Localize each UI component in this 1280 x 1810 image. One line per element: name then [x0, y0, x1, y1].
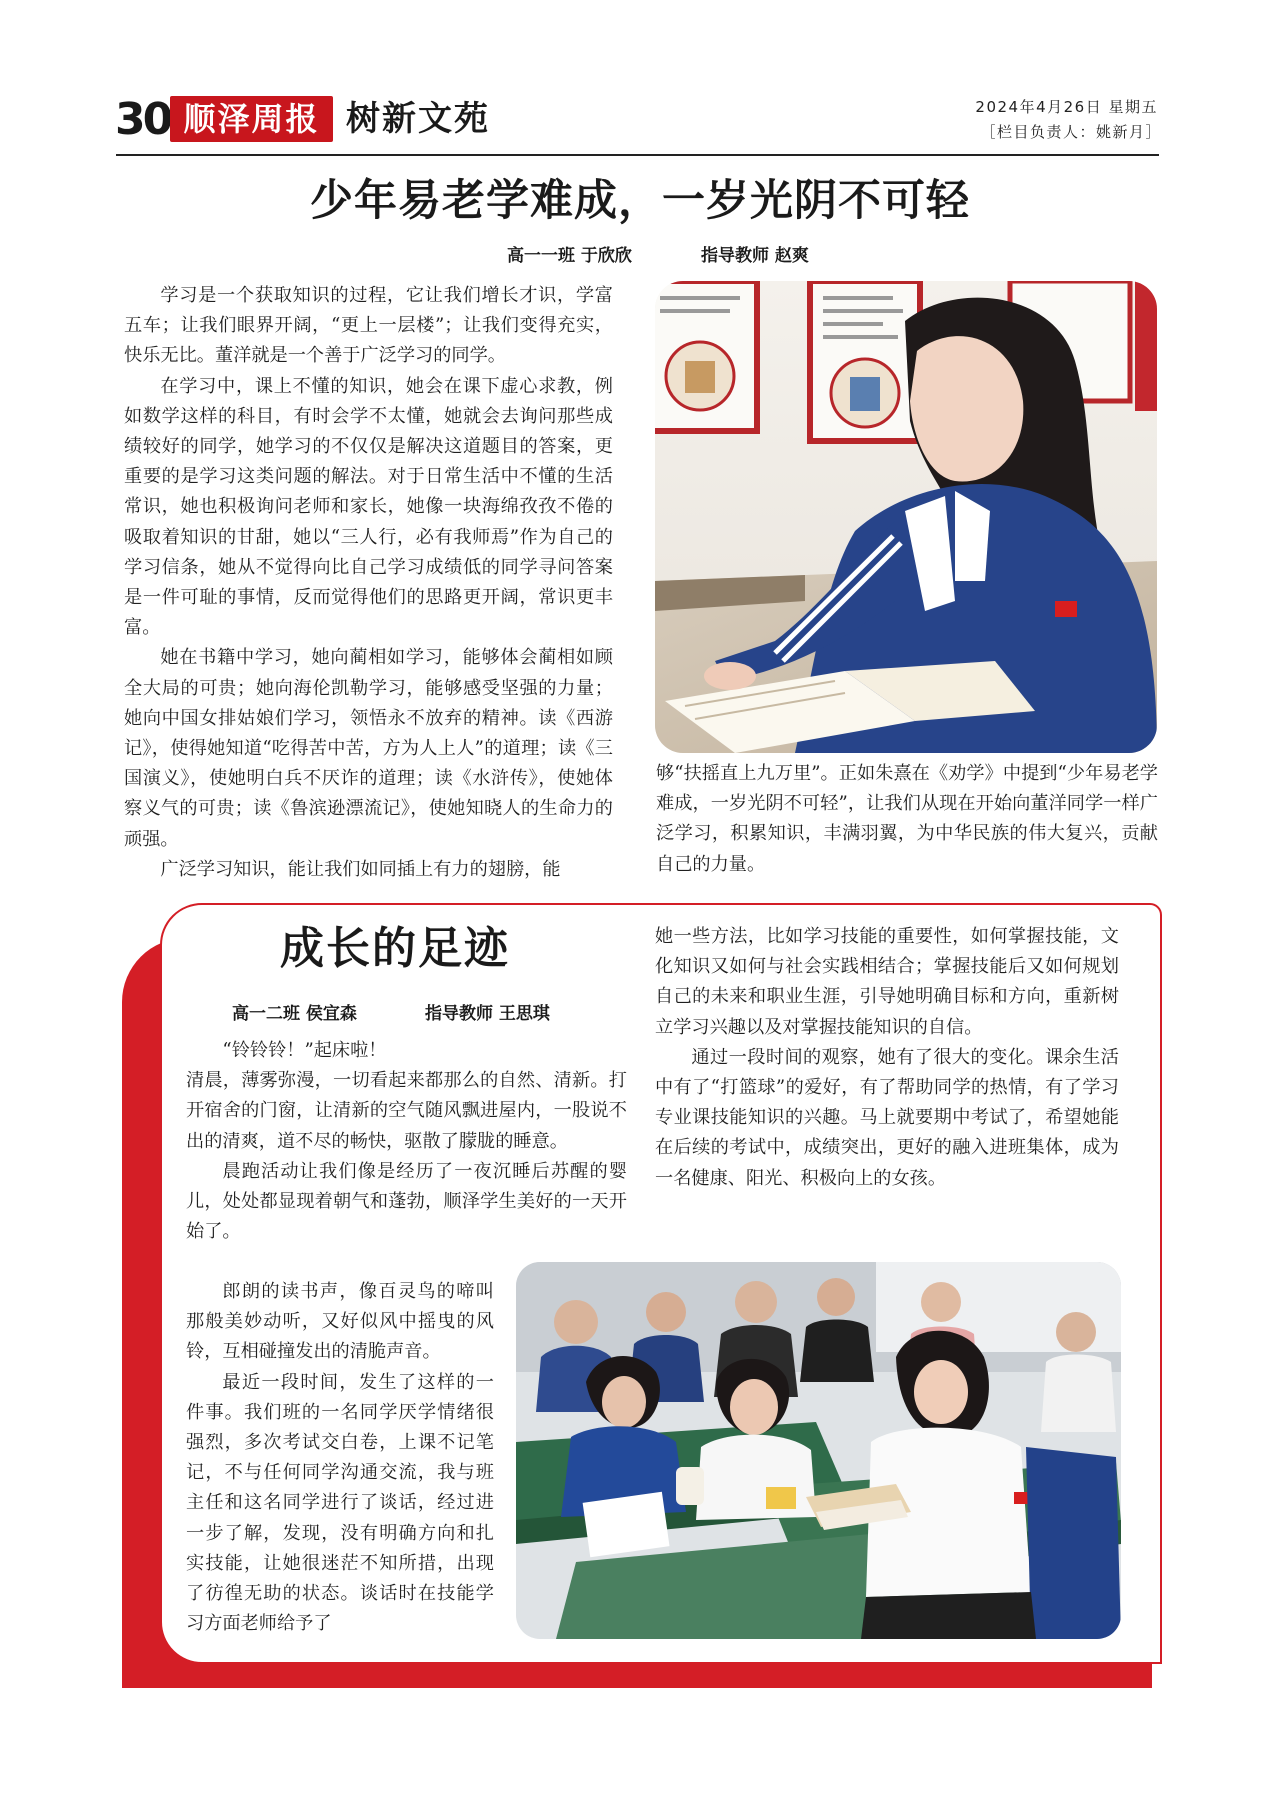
article1-right-column — [656, 759, 1158, 880]
article1-teacher: 指导教师 赵爽 — [701, 246, 809, 266]
article1-continued-text: 够“扶摇直上九万里”。正如朱熹在《劝学》中提到“少年易老学难成，一岁光阴不可轻”，让我们从现在开始向董洋同学一样广泛学习，积累知识，丰满羽翼，为中华民族的伟大复兴，贡献自己的力量。 — [656, 763, 1158, 875]
article1-paragraph: 广泛学习知识，能让我们如同插上有力的翅膀，能 — [160, 858, 561, 880]
article2-paragraph: 她一些方法，比如学习技能的重要性，如何掌握技能，文化知识又如何与社会实践相结合；掌握技能后又如何规划自己的未来和职业生涯，引导她明确目标和方向，重新树立学习兴趣以及对掌握技能知识的自信。 — [655, 926, 1119, 1038]
article1-left-column — [124, 281, 613, 885]
article2-right-column — [655, 922, 1119, 1194]
student-reading-photo — [655, 281, 1157, 753]
article2-teacher: 指导教师 王思琪 — [425, 1004, 550, 1024]
article1-paragraph: 在学习中，课上不懂的知识，她会在课下虚心求教，例如数学这样的科目，有时会学不太懂，她就会去询问那些成绩较好的同学，她学习的不仅仅是解决这道题目的答案，更重要的是学习这类问题的解法。对于日常生活中不懂的生活常识，她也积极询问老师和家长，她像一块海绵孜孜不倦的吸取着知识的甘甜，她以“三人行，必有我师焉”作为自己的学习信条，她从不觉得向比自己学习成绩低的同学寻问答案是一件可耻的事情，反而觉得他们的思路更开阔，常识更丰富。 — [124, 375, 613, 639]
article1-paragraph: 她在书籍中学习，她向蔺相如学习，能够体会蔺相如顾全大局的可贵；她向海伦凯勒学习，能够感受坚强的力量；她向中国女排姑娘们学习，领悟永不放弃的精神。读《西游记》，使得她知道“吃得苦中苦，方为人上人”的道理；读《三国演义》，使她明白兵不厌诈的道理；读《水浒传》，使她体察义气的可贵；读《鲁滨逊漂流记》，使她知晓人的生命力的顽强。 — [124, 647, 613, 850]
classroom-photo — [516, 1262, 1121, 1639]
article2-title: 成长的足迹 — [280, 923, 510, 974]
article2-paragraph: 通过一段时间的观察，她有了很大的变化。课余生活中有了“打篮球”的爱好，有了帮助同学的热情，有了学习专业课技能知识的兴趣。马上就要期中考试了，希望她能在后续的考试中，成绩突出，更好的融入进班集体，成为一名健康、阳光、积极向上的女孩。 — [655, 1046, 1119, 1189]
article2-paragraph: “铃铃铃！”起床啦！ — [222, 1040, 387, 1061]
article2-author: 高一二班 侯宜森 — [232, 1004, 357, 1024]
article1-paragraph: 学习是一个获取知识的过程，它让我们增长才识，学富五车；让我们眼界开阔，“更上一层楼”；让我们变得充实，快乐无比。董洋就是一个善于广泛学习的同学。 — [124, 285, 613, 367]
section-title: 树新文苑 — [346, 99, 490, 139]
article2-paragraph: 郎朗的读书声，像百灵鸟的啼叫那般美妙动听，又好似风中摇曳的风铃，互相碰撞发出的清脆声音。 — [186, 1281, 494, 1363]
page-number: 30 — [115, 94, 171, 145]
article2-paragraph: 晨跑活动让我们像是经历了一夜沉睡后苏醒的婴儿，处处都显现着朝气和蓬勃，顺泽学生美好的一天开始了。 — [186, 1160, 627, 1243]
classroom-illustration — [516, 1262, 1121, 1639]
article2-left-column-upper — [186, 1036, 627, 1247]
article2-paragraph: 最近一段时间，发生了这样的一件事。我们班的一名同学厌学情绪很强烈，多次考试交白卷，上课不记笔记，不与任何同学沟通交流，我与班主任和这名同学进行了谈话，经过进一步了解，发现，没有明确方向和扎实技能，让她很迷茫不知所措，出现了彷徨无助的状态。谈话时在技能学习方面老师给予了 — [186, 1371, 494, 1635]
article2-left-column-lower — [186, 1277, 494, 1639]
header-divider — [116, 154, 1159, 156]
article2-paragraph: 清晨，薄雾弥漫，一切看起来都那么的自然、清新。打开宿舍的门窗，让清新的空气随风飘进屋内，一股说不出的清爽，道不尽的畅快，驱散了朦胧的睡意。 — [186, 1070, 627, 1152]
article1-author: 高一一班 于欣欣 — [507, 246, 632, 266]
column-editor: ［栏目负责人：姚新月］ — [980, 123, 1162, 141]
masthead-logo: 顺泽周报 — [170, 96, 333, 142]
article1-title: 少年易老学难成，一岁光阴不可轻 — [310, 176, 970, 226]
student-reading-illustration — [655, 281, 1157, 753]
issue-date: 2024年4月26日 星期五 — [975, 98, 1158, 116]
